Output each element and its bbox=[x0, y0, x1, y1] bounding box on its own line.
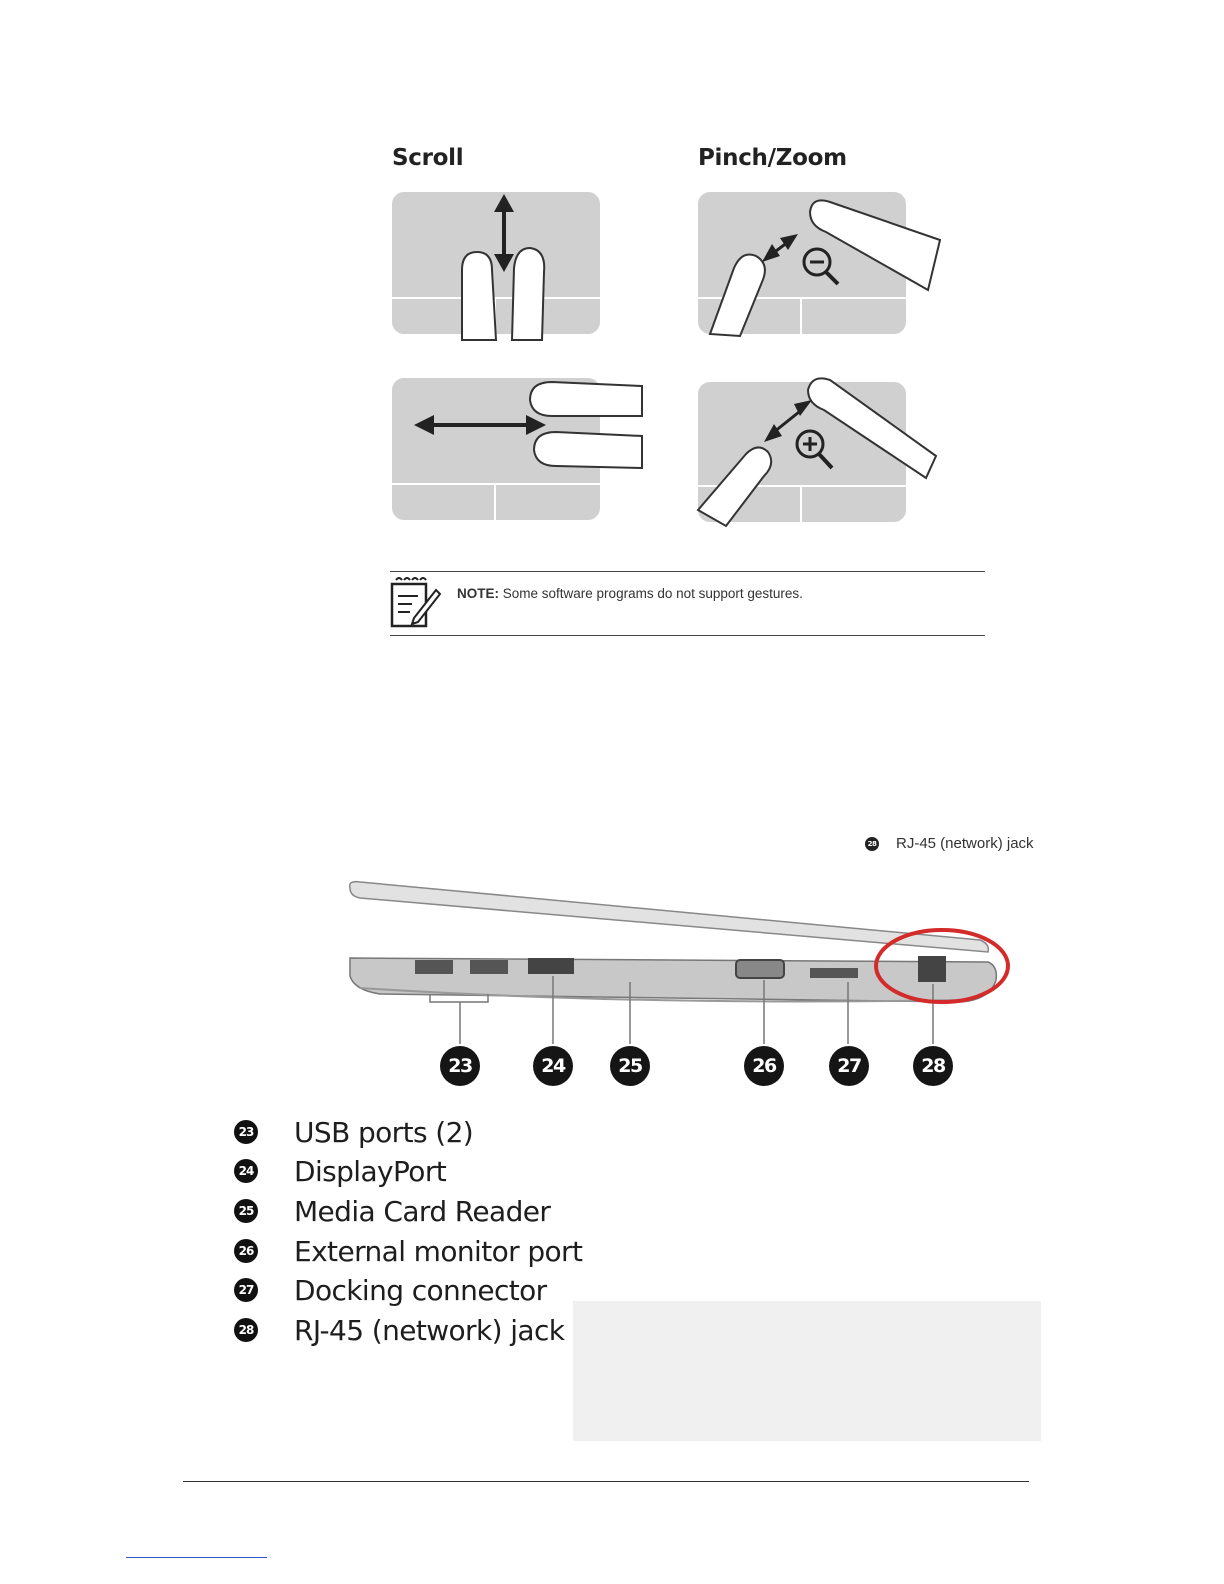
legend-item bbox=[234, 1114, 473, 1150]
footer-rule bbox=[183, 1481, 1029, 1482]
legend-number: 25 bbox=[234, 1199, 258, 1223]
legend-item bbox=[234, 1233, 582, 1269]
vga-port bbox=[736, 960, 784, 978]
legend-label: RJ-45 (network) jack bbox=[294, 1313, 565, 1347]
displayport-port bbox=[528, 958, 574, 974]
legend-number: 27 bbox=[234, 1278, 258, 1302]
top-callout bbox=[865, 835, 1034, 852]
legend-item bbox=[234, 1272, 547, 1308]
pinch-zoom-in-touchpad bbox=[698, 378, 936, 526]
note-pencil-icon bbox=[388, 576, 444, 630]
legend-number: 26 bbox=[234, 1239, 258, 1263]
legend-item bbox=[234, 1153, 446, 1189]
scroll-heading: Scroll bbox=[392, 145, 464, 171]
pinch-zoom-out-touchpad bbox=[698, 192, 940, 336]
usb-port-1 bbox=[415, 960, 453, 974]
callout-24: 24 bbox=[533, 1046, 573, 1086]
pinch-zoom-heading: Pinch/Zoom bbox=[698, 145, 847, 171]
callout-26: 26 bbox=[744, 1046, 784, 1086]
legend-item bbox=[234, 1193, 550, 1229]
gesture-illustrations bbox=[380, 180, 960, 535]
top-callout-number: 28 bbox=[865, 837, 879, 851]
legend-label: DisplayPort bbox=[294, 1154, 447, 1188]
note-bottom-rule bbox=[390, 635, 985, 636]
callout-25: 25 bbox=[610, 1046, 650, 1086]
docking-connector-port bbox=[810, 968, 858, 978]
note-body: Some software programs do not support gestures. bbox=[502, 586, 803, 601]
usb-port-2 bbox=[470, 960, 508, 974]
callout-28: 28 bbox=[913, 1046, 953, 1086]
legend-number: 23 bbox=[234, 1120, 258, 1144]
callout-27: 27 bbox=[829, 1046, 869, 1086]
legend-label: USB ports (2) bbox=[294, 1115, 474, 1149]
top-callout-label: RJ-45 (network) jack bbox=[896, 835, 1034, 852]
legend-label: Docking connector bbox=[294, 1273, 547, 1307]
legend-label: External monitor port bbox=[294, 1234, 583, 1268]
legend-number: 28 bbox=[234, 1318, 258, 1342]
footer-link-underline[interactable] bbox=[126, 1557, 267, 1558]
scroll-horizontal-touchpad bbox=[392, 378, 642, 520]
note-label: NOTE: bbox=[457, 586, 499, 601]
rj45-port bbox=[918, 956, 946, 982]
legend-item bbox=[234, 1312, 564, 1348]
scroll-vertical-touchpad bbox=[392, 192, 600, 340]
legend-number: 24 bbox=[234, 1159, 258, 1183]
gray-blank-box bbox=[573, 1301, 1041, 1441]
note-top-rule bbox=[390, 571, 985, 572]
note-text bbox=[457, 586, 803, 601]
laptop-side-illustration bbox=[340, 876, 1020, 1056]
legend-label: Media Card Reader bbox=[294, 1194, 551, 1228]
callout-23: 23 bbox=[440, 1046, 480, 1086]
